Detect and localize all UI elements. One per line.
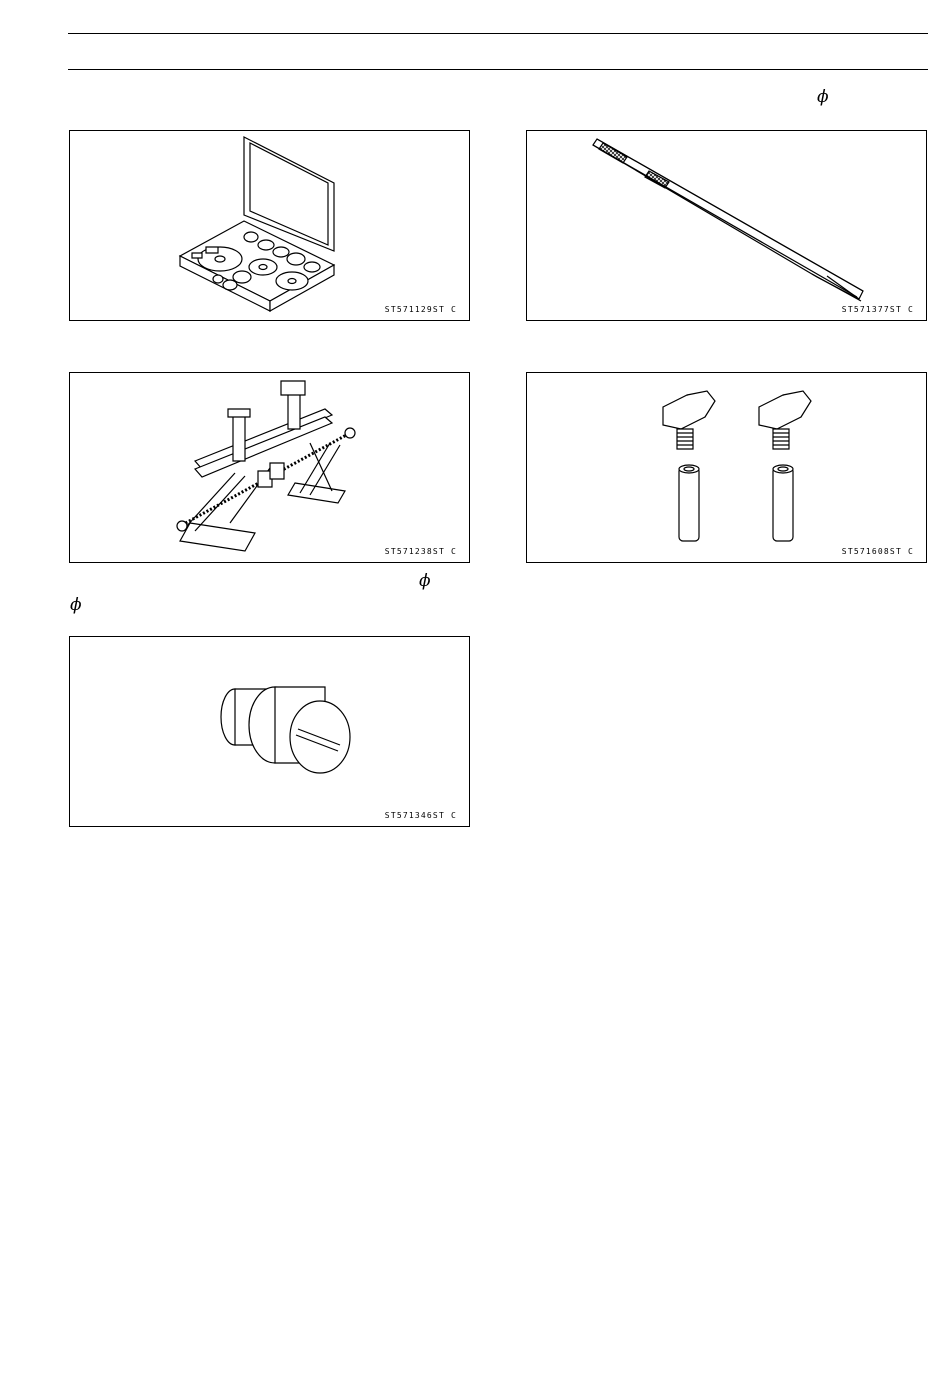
header-rule-top (68, 33, 928, 34)
diameter-symbol: ϕ (419, 571, 431, 591)
jack-stand-illustration (70, 373, 471, 564)
header-rule-bottom (68, 69, 928, 70)
diameter-symbol: ϕ (70, 595, 82, 615)
slotted-driver-illustration (70, 637, 471, 828)
figure-slotted-driver (69, 636, 470, 827)
figure-code: ST571377ST C (841, 305, 914, 314)
figure-code: ST571129ST C (384, 305, 457, 314)
figure-clips-bushings (526, 372, 927, 563)
figure-code: ST571346ST C (384, 811, 457, 820)
clips-bushings-illustration (527, 373, 928, 564)
figure-bearing-driver-set (69, 130, 470, 321)
figure-code: ST571608ST C (841, 547, 914, 556)
diameter-symbol: ϕ (817, 87, 829, 107)
figure-code: ST571238ST C (384, 547, 457, 556)
bearing-driver-set-illustration (70, 131, 471, 322)
pin-tool-illustration (527, 131, 928, 322)
figure-pin-tool (526, 130, 927, 321)
figure-jack-stand (69, 372, 470, 563)
